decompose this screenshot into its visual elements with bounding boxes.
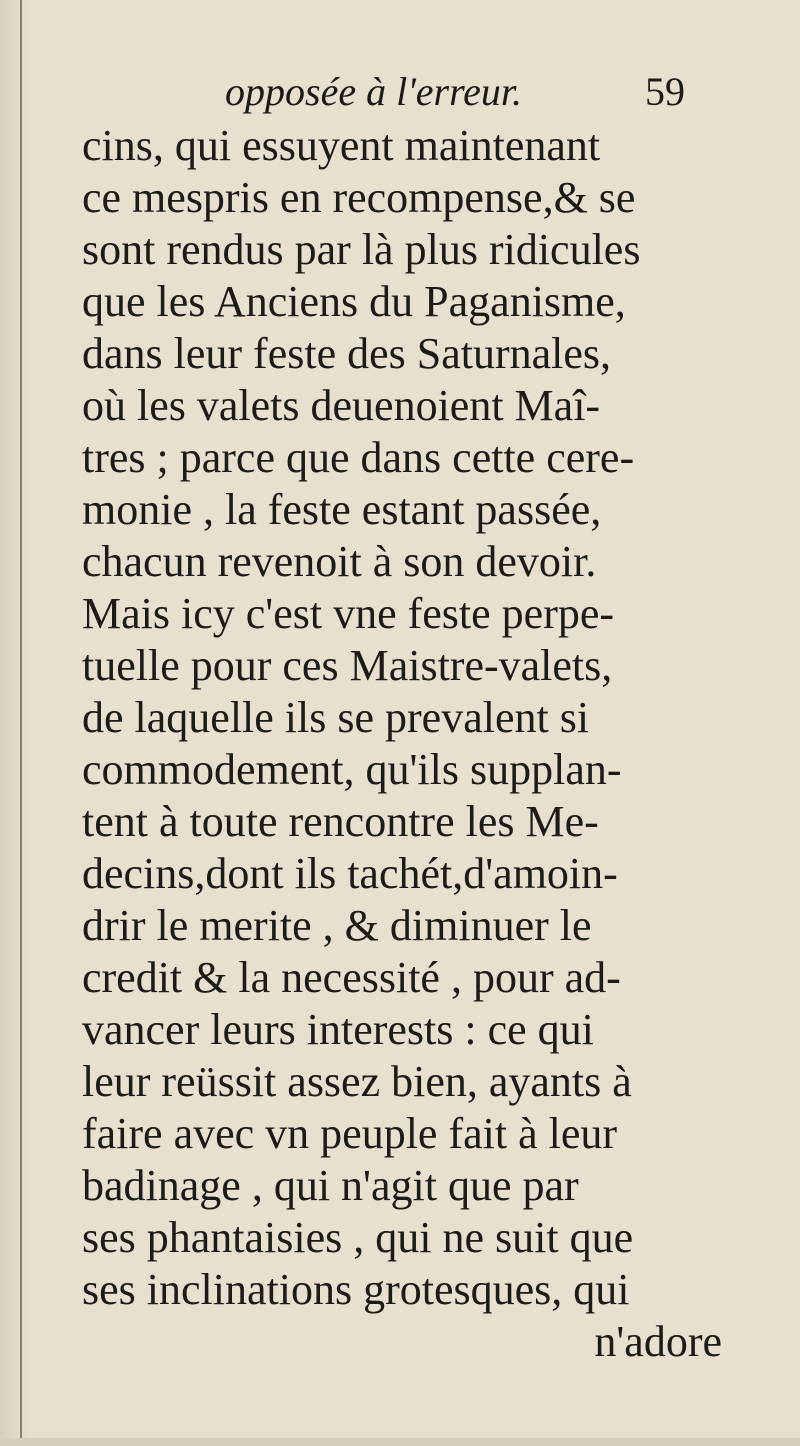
catchword: n'adore bbox=[594, 1317, 722, 1366]
text-line: de laquelle ils se prevalent si bbox=[82, 693, 590, 742]
text-line: où les valets deuenoient Maî- bbox=[82, 381, 601, 430]
text-line: leur reüssit assez bien, ayants à bbox=[82, 1057, 632, 1106]
text-line: badinage , qui n'agit que par bbox=[82, 1161, 579, 1210]
page-number: 59 bbox=[645, 69, 685, 114]
text-line: tres ; parce que dans cette cere- bbox=[82, 433, 635, 482]
text-line: Mais icy c'est vne feste perpe- bbox=[82, 589, 615, 638]
text-line: faire avec vn peuple fait à leur bbox=[82, 1109, 618, 1158]
text-line: monie , la feste estant passée, bbox=[82, 485, 602, 534]
text-line: dans leur feste des Saturnales, bbox=[82, 329, 612, 378]
text-line: tent à toute rencontre les Me- bbox=[82, 797, 599, 846]
text-line: drir le merite , & diminuer le bbox=[82, 901, 592, 950]
text-line: decins,dont ils tachét,d'amoin- bbox=[82, 849, 618, 898]
running-head bbox=[225, 62, 685, 122]
text-line: commodement, qu'ils supplan- bbox=[82, 745, 622, 794]
text-line: que les Anciens du Paganisme, bbox=[82, 277, 626, 326]
text-line: ses inclinations grotesques, qui bbox=[82, 1265, 630, 1314]
running-head-title: opposée à l'erreur. bbox=[225, 69, 523, 114]
text-line: ce mespris en recompense,& se bbox=[82, 173, 636, 222]
binding-edge bbox=[20, 0, 22, 1446]
page-bottom-edge bbox=[0, 1438, 800, 1446]
body-text bbox=[82, 120, 722, 1368]
text-line: sont rendus par là plus ridicules bbox=[82, 225, 641, 274]
text-line: chacun revenoit à son devoir. bbox=[82, 537, 597, 586]
text-line: ses phantaisies , qui ne suit que bbox=[82, 1213, 634, 1262]
text-line: tuelle pour ces Maistre-valets, bbox=[82, 641, 613, 690]
text-line: vancer leurs interests : ce qui bbox=[82, 1005, 594, 1054]
page-gutter bbox=[0, 0, 30, 1446]
text-line: cins, qui essuyent maintenant bbox=[82, 121, 601, 170]
text-line: credit & la necessité , pour ad- bbox=[82, 953, 621, 1002]
